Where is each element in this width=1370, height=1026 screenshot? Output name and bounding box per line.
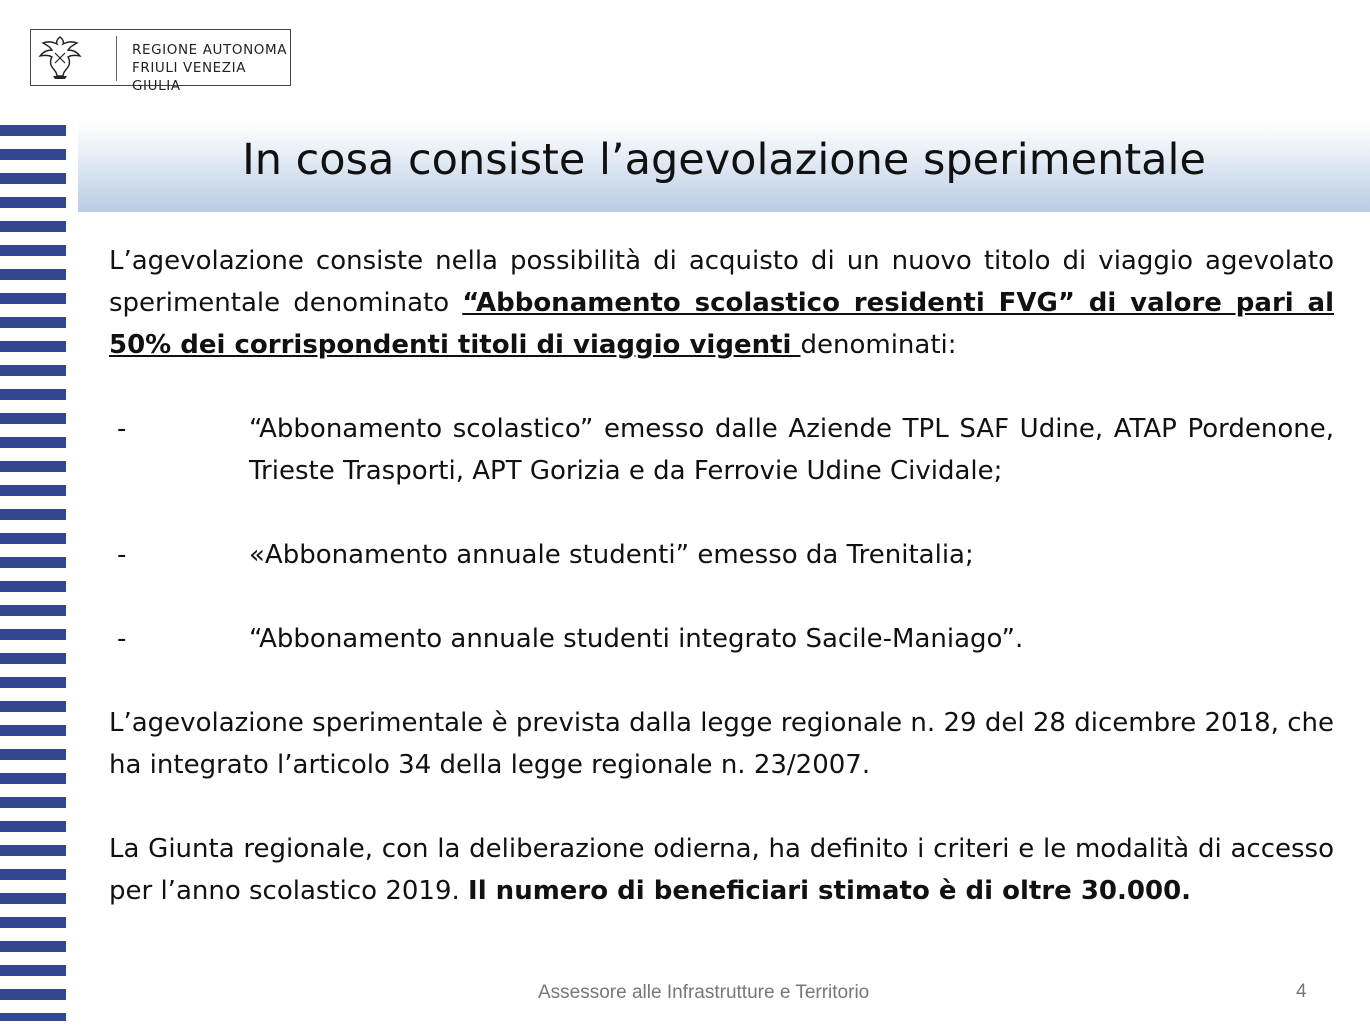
eagle-emblem-icon (35, 33, 85, 82)
slide-title: In cosa consiste l’agevolazione sperimentale (242, 135, 1206, 185)
bullet-text: “Abbonamento scolastico” emesso dalle Aziende TPL SAF Udine, ATAP Pordenone, Trieste Trasporti, APT Gorizia e da Ferrovie Udine Cividale; (249, 414, 1334, 486)
bullet-text: «Abbonamento annuale studenti” emesso da Trenitalia; (249, 540, 974, 570)
region-logo (30, 29, 291, 94)
bullet-text: “Abbonamento annuale studenti integrato Sacile-Maniago”. (249, 624, 1024, 654)
bullet-dash: - (117, 624, 127, 654)
closing-text: La Giunta regionale, con la deliberazione odierna, ha definito i criteri e le modalità di accesso per l’anno scolastico 2019. (109, 834, 1334, 906)
closing-bold: Il numero di beneficiari stimato è di oltre 30.000. (468, 876, 1192, 906)
logo-divider (116, 36, 117, 81)
list-item (109, 618, 1334, 660)
intro-text-end: denominati: (800, 330, 957, 360)
law-paragraph: L’agevolazione sperimentale è prevista dalla legge regionale n. 29 del 28 dicembre 2018, che ha integrato l’articolo 34 della legge regionale n. 23/2007. (109, 708, 1334, 780)
spacer (109, 786, 1334, 828)
intro-emphasis: “Abbonamento scolastico residenti FVG” di valore pari al 50% dei corrispondenti titoli di viaggio vigenti (109, 288, 1335, 360)
left-stripe-decoration (0, 125, 66, 1021)
logo-line-1: REGIONE AUTONOMA (132, 42, 288, 58)
logo-line-2: FRIULI VENEZIA GIULIA (132, 60, 247, 94)
spacer (109, 576, 1334, 618)
slide-content (109, 240, 1334, 912)
logo-text (132, 41, 290, 95)
footer-text: Assessore alle Infrastrutture e Territorio (538, 982, 870, 1003)
bullet-dash: - (117, 540, 127, 570)
list-item (109, 408, 1334, 492)
intro-text-start: L’agevolazione consiste nella possibilità di acquisto di un nuovo titolo di viaggio agevolato sperimentale denominato (109, 246, 1334, 318)
bullet-dash: - (117, 414, 127, 444)
intro-paragraph (109, 240, 1334, 366)
list-item (109, 534, 1334, 576)
page-number: 4 (1296, 981, 1307, 1002)
closing-paragraph (109, 828, 1334, 912)
spacer (109, 660, 1334, 702)
spacer (109, 366, 1334, 408)
spacer (109, 492, 1334, 534)
